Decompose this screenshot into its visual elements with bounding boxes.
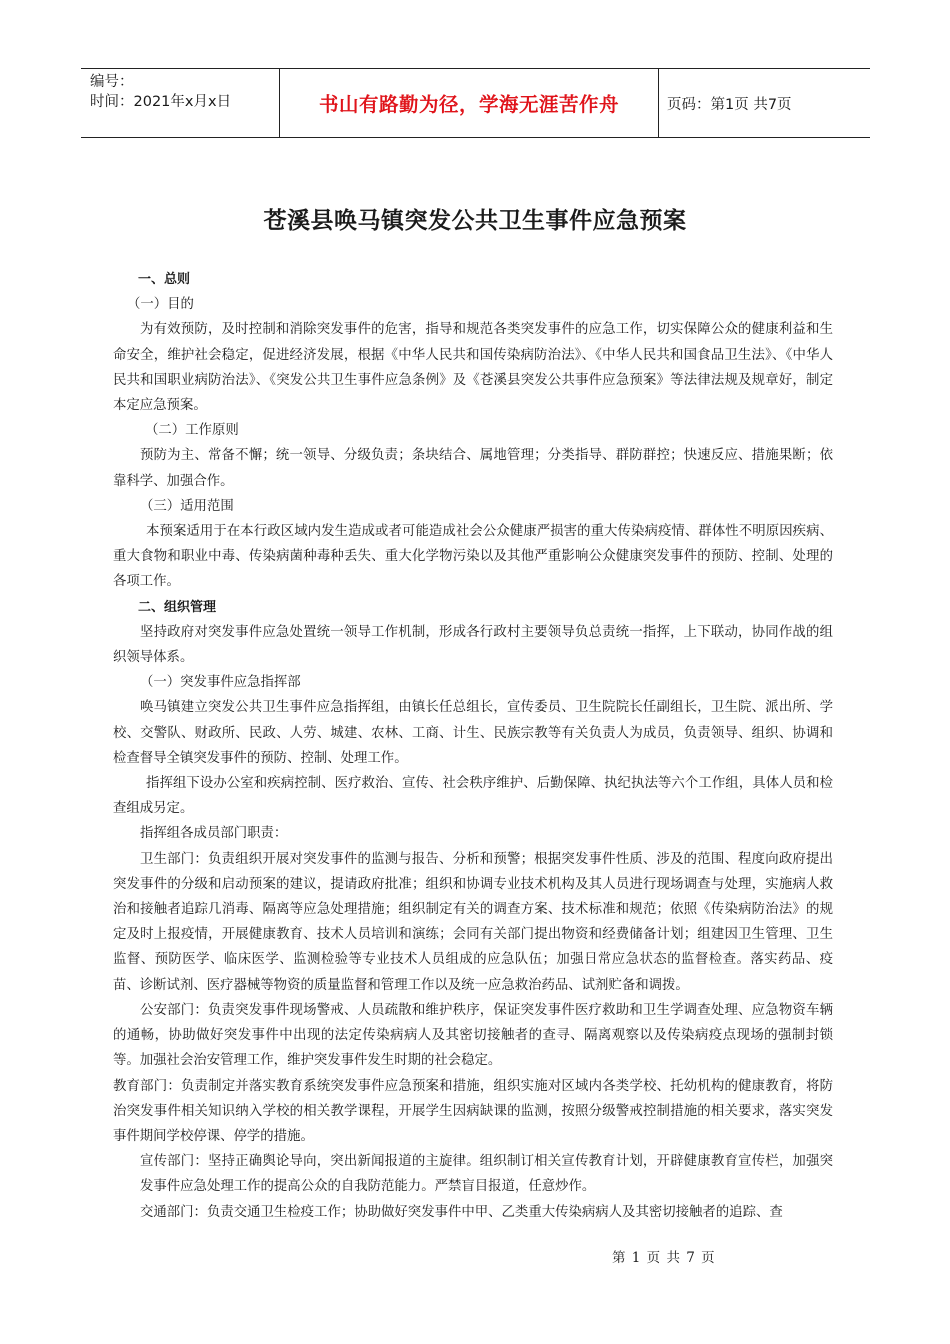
paragraph: 为有效预防，及时控制和消除突发事件的危害，指导和规范各类突发事件的应急工作，切实保障公众的健康利益和生命安全，维护社会稳定，促进经济发展，根据《中华人民共和国传染病防治法》、《中华人民共和国食品卫生法》、《中华人民共和国职业病防治法》、《突发公共卫生事件应急条例》及《苍溪县突发公共事件应急预案》等法律法规及规章好，制定本定应急预案。 xyxy=(113,322,833,414)
header-page-number: 页码：第1页 共7页 xyxy=(667,96,792,113)
paragraph: 教育部门：负责制定并落实教育系统突发事件应急预案和措施，组织实施对区域内各类学校、托幼机构的健康教育，将防治突发事件相关知识纳入学校的相关教学课程，开展学生因病缺课的监测，按照分级警戒控制措施的相关要求，落实突发事件期间学校停课、停学的措施。 xyxy=(113,1078,833,1144)
paragraph: 预防为主、常备不懈；统一领导、分级负责；条块结合、属地管理；分类指导、群防群控；快速反应、措施果断；依靠科学、加强合作。 xyxy=(113,448,833,489)
paragraph: 唤马镇建立突发公共卫生事件应急指挥组，由镇长任总组长，宣传委员、卫生院院长任副组长，卫生院、派出所、学校、交警队、财政所、民政、人劳、城建、农林、工商、计生、民族宗教等有关负责人为成员，负责领导、组织、协调和检查督导全镇突发事件的预防、控制、处理工作。 xyxy=(113,700,833,766)
header-slogan: 书山有路勤为径，学海无涯苦作舟 xyxy=(318,93,619,116)
header-slogan-cell xyxy=(279,69,659,137)
paragraph: 交通部门：负责交通卫生检疫工作；协助做好突发事件中甲、乙类重大传染病病人及其密切接触者的追踪、查 xyxy=(140,1204,783,1220)
paragraph: 宣传部门：坚持正确舆论导向，突出新闻报道的主旋律。组织制订相关宣传教育计划，开辟健康教育宣传栏，加强突发事件应急处理工作的提高公众的自我防范能力。严禁盲目报道，任意炒作。 xyxy=(140,1154,833,1195)
paragraph: 卫生部门：负责组织开展对突发事件的监测与报告、分析和预警；根据突发事件性质、涉及的范围、程度向政府提出突发事件的分级和启动预案的建议，提请政府批准；组织和协调专业技术机构及其人员进行现场调查与处理，实施病人救治和接触者追踪几消毒、隔离等应急处理措施；组织制定有关的调查方案、技术标准和规范；依照《传染病防治法》的规定及时上报疫情，开展健康教育、技术人员培训和演练；会同有关部门提出物资和经费储备计划；组建因卫生管理、卫生监督、预防医学、临床医学、监测检验等专业技术人员组成的应急队伍；加强日常应急状态的监督检查。落实药品、疫苗、诊断试剂、医疗器械等物资的质量监督和管理工作以及统一应急救治药品、试剂贮备和调拨。 xyxy=(113,851,833,993)
header-number: 编号： xyxy=(90,74,134,90)
subsection-heading: （一）目的 xyxy=(127,297,194,313)
document-body xyxy=(113,267,833,1225)
subsection-heading: （二）工作原则 xyxy=(145,423,239,439)
document-title: 苍溪县唤马镇突发公共卫生事件应急预案 xyxy=(263,208,687,234)
subsection-heading: （一）突发事件应急指挥部 xyxy=(140,675,301,691)
paragraph: 公安部门：负责突发事件现场警戒、人员疏散和维护秩序，保证突发事件医疗救助和卫生学调查处理、应急物资车辆的通畅，协助做好突发事件中出现的法定传染病病人及其密切接触者的查寻、隔离观察以及传染病疫点现场的强制封锁等。加强社会治安管理工作，维护突发事件发生时期的社会稳定。 xyxy=(113,1002,833,1069)
header-meta xyxy=(81,69,279,137)
paragraph: 指挥组下设办公室和疾病控制、医疗救治、宣传、社会秩序维护、后勤保障、执纪执法等六个工作组，具体人员和检查组成另定。 xyxy=(113,776,833,817)
paragraph: 坚持政府对突发事件应急处置统一领导工作机制，形成各行政村主要领导负总责统一指挥，上下联动，协同作战的组织领导体系。 xyxy=(113,624,833,666)
paragraph: 指挥组各成员部门职责： xyxy=(140,826,288,842)
section-heading: 二、组织管理 xyxy=(138,599,217,615)
page-footer: 第 1 页 共 7 页 xyxy=(612,1250,716,1266)
document-header xyxy=(81,68,870,138)
header-date: 时间：2021年x月x日 xyxy=(90,94,232,110)
subsection-heading: （三）适用范围 xyxy=(140,498,234,514)
section-heading: 一、总则 xyxy=(138,272,191,287)
paragraph: 本预案适用于在本行政区域内发生造成或者可能造成社会公众健康严损害的重大传染病疫情、群体性不明原因疾病、重大食物和职业中毒、传染病菌种毒种丢失、重大化学物污染以及其他严重影响公众健康突发事件的预防、控制、处理的各项工作。 xyxy=(113,524,833,590)
